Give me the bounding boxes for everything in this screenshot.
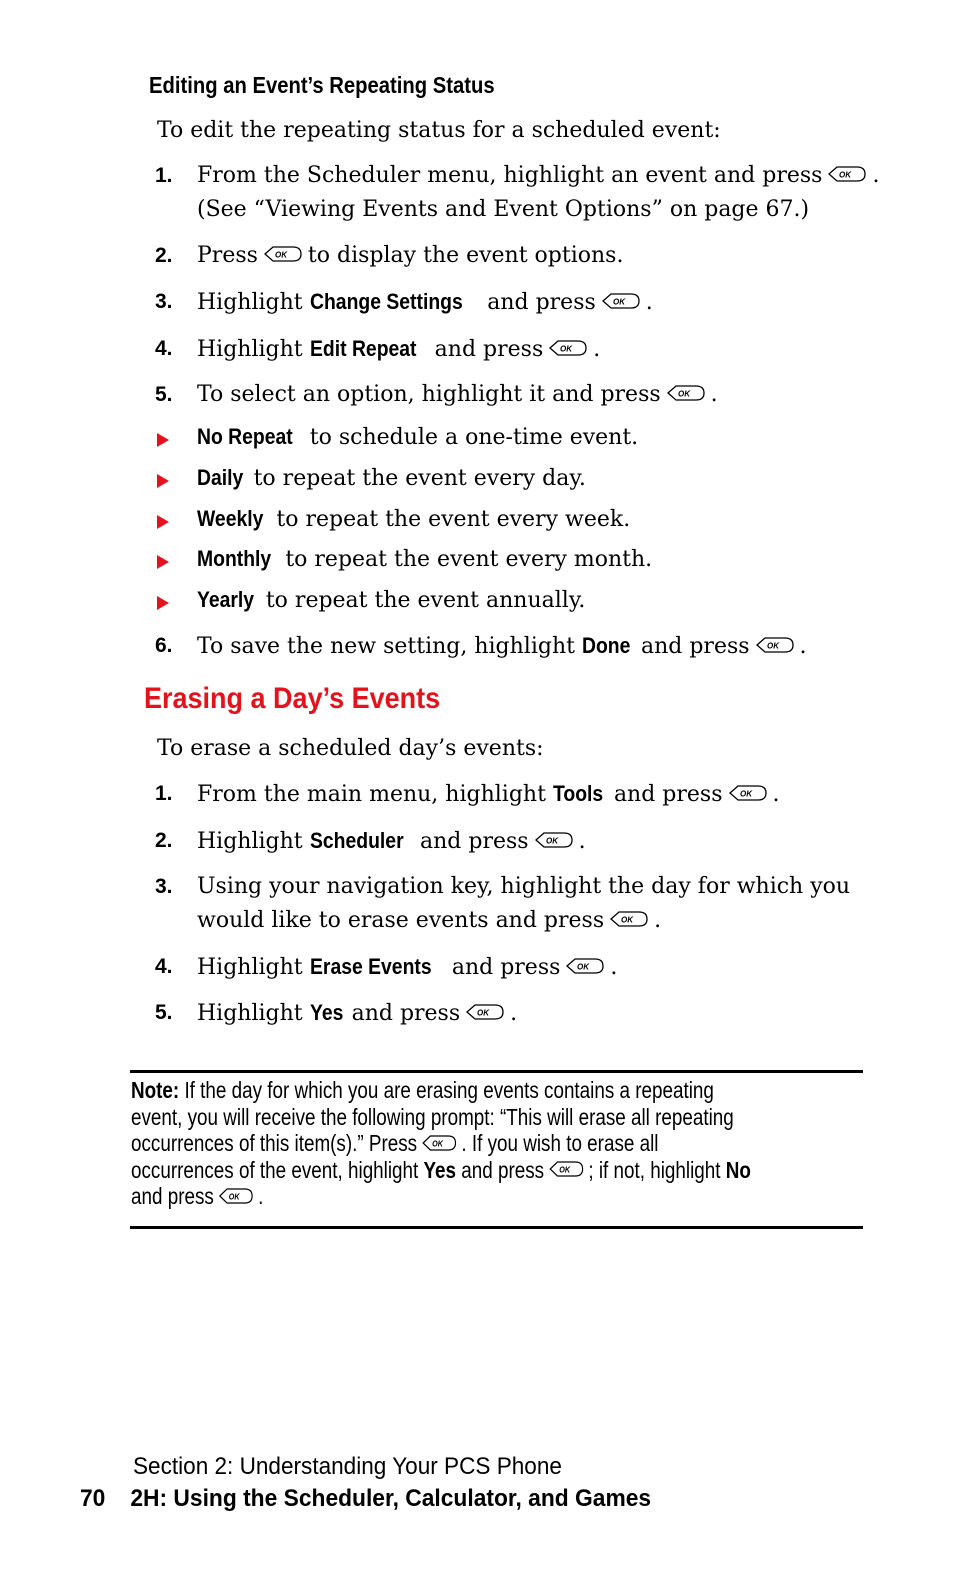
bullet-arrow-icon (157, 515, 169, 529)
step-number: 3. (155, 290, 173, 313)
step-number: 5. (155, 383, 173, 406)
svg-text:OK: OK (839, 170, 852, 180)
ok-key-icon (547, 1160, 585, 1178)
ok-key-icon (217, 1187, 255, 1205)
menu-command: Erase Events (309, 954, 432, 979)
note-bottom-rule (130, 1226, 863, 1229)
note-top-rule (130, 1070, 863, 1073)
step-number: 1. (155, 782, 173, 805)
ok-key-icon (420, 1134, 458, 1152)
ok-key-icon (533, 831, 575, 849)
note-label: Note: (131, 1077, 180, 1103)
svg-text:OK: OK (739, 789, 752, 799)
section-heading: Erasing a Day’s Events (144, 682, 441, 715)
svg-text:OK: OK (560, 344, 573, 354)
menu-command: Yearly (197, 587, 255, 612)
menu-command: No Repeat (197, 424, 293, 449)
svg-text:OK: OK (559, 1165, 570, 1176)
bullet-arrow-icon (157, 433, 169, 447)
ok-key-icon (464, 1003, 506, 1021)
menu-command: Yes (309, 1000, 344, 1025)
svg-text:OK: OK (577, 962, 590, 972)
footer-chapter (80, 1485, 651, 1513)
svg-text:OK: OK (545, 836, 558, 846)
svg-text:OK: OK (477, 1008, 490, 1018)
menu-command: Done (581, 633, 631, 658)
step-text: (See “Viewing Events and Event Options” on page 67.) (197, 197, 810, 222)
note-box: Note: If the day for which you are erasing events contains a repeating event, you will receive the following prompt: “This will erase all repeating occurrences of this item(s).” Press OK . If you wish to erase all occurrences of the event, highlight Yes and press OK ; if not, highlight No and press OK . (131, 1077, 751, 1209)
bullet-arrow-icon (157, 596, 169, 610)
ok-key-icon (608, 910, 650, 928)
step-text: From the Scheduler menu, highlight an event and press (197, 163, 823, 188)
bullet-arrow-icon (157, 474, 169, 488)
bullet-arrow-icon (157, 555, 169, 569)
svg-text:OK: OK (677, 389, 690, 399)
menu-command: Weekly (197, 506, 264, 531)
ok-key-icon (564, 957, 606, 975)
ok-key-icon (600, 292, 642, 310)
step-number: 2. (155, 244, 173, 267)
page-number: 70 (80, 1485, 106, 1512)
menu-command: Edit Repeat (309, 336, 417, 361)
ok-key-icon (727, 784, 769, 802)
svg-text:OK: OK (228, 1192, 240, 1202)
ok-key-icon (547, 339, 589, 357)
step-number: 4. (155, 955, 173, 978)
menu-command: Tools (552, 781, 604, 806)
step-number: 5. (155, 1001, 173, 1024)
menu-command: Monthly (197, 546, 272, 571)
svg-text:OK: OK (274, 250, 287, 260)
svg-text:OK: OK (621, 915, 634, 925)
step-number: 2. (155, 829, 173, 852)
step-number: 6. (155, 634, 173, 657)
footer-section: Section 2: Understanding Your PCS Phone (133, 1453, 562, 1480)
svg-text:OK: OK (766, 641, 779, 651)
ok-key-icon (665, 384, 707, 402)
ok-key-icon (262, 245, 304, 263)
step-number: 1. (155, 164, 173, 187)
subsection-title: Editing an Event’s Repeating Status (149, 72, 495, 98)
svg-text:OK: OK (612, 297, 625, 307)
menu-command: Change Settings (309, 289, 463, 314)
menu-command: Scheduler (309, 828, 404, 853)
intro-text: To erase a scheduled day’s events: (157, 736, 544, 761)
step-number: 4. (155, 337, 173, 360)
step-number: 3. (155, 875, 173, 898)
ok-key-icon (826, 165, 868, 183)
intro-text: To edit the repeating status for a scheduled event: (157, 118, 721, 143)
menu-command: Daily (197, 465, 244, 490)
chapter-title: 2H: Using the Scheduler, Calculator, and Games (130, 1485, 652, 1512)
ok-key-icon (754, 636, 796, 654)
svg-text:OK: OK (432, 1139, 443, 1149)
